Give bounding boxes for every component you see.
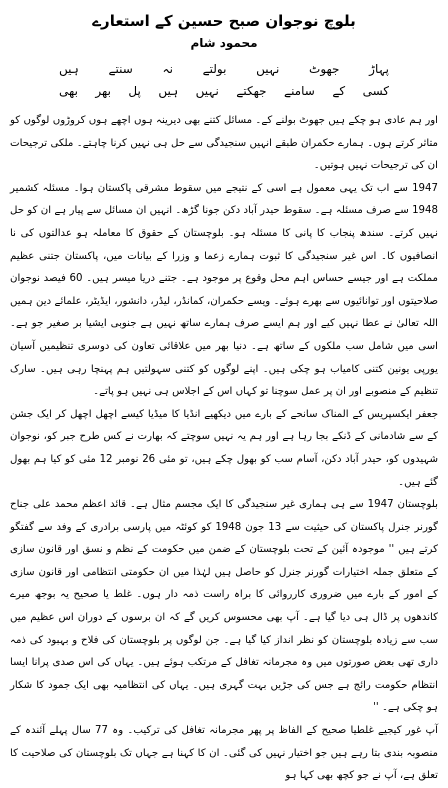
paragraph: جعفر ایکسپریس کے المناک سانحے کے بارے میں دیکھیے انڈیا کا میڈیا کیسے اچھل اچھل کر ایک جشن کے سے شادمانی کے ڈنکے بجا رہا ہے اور ہم یہ نہیں سوچتے کہ بھارت نے کس طرح جبر کو، نوجوان شہیدوں کو، حیدر آباد دکن، آسام سب کو بھول چکے ہیں، تو مئی 26 نومبر 12 مئی کو کیا ہم بھول گئے ہیں۔ — [10, 408, 438, 488]
paragraph: آپ غور کیجیے غلطیا صحیح کے الفاظ پر پھر مجرمانہ تغافل کی ترکیب۔ وہ 77 سال پہلے آئندہ کے منصوبہ بندی بتا رہے ہیں جو اختیار نہیں کی گئی۔ ان کا کہنا ہے جہاں تک بلوچستان کی صلاحیت کا تعلق ہے، آپ نے جو کچھ بھی کہا ہو — [10, 725, 438, 782]
paragraph: اور ہم عادی ہو چکے ہیں جھوٹ بولنے کے۔ مسائل کتنے بھی دیرینہ ہوں اچھے ہوں کروڑوں لوگوں کو متاثر کرتے ہوں۔ ہمارے حکمران طبقے انہیں سنجیدگی سے حل ہی نہیں کرنا چاہتے۔ ملکی ترجیحات ان کی ترجیحات نہیں ہوتیں۔ — [10, 115, 438, 172]
poem-word: جھوٹ — [309, 62, 340, 76]
paragraph: بلوچستان 1947 سے ہی ہماری غیر سنجیدگی کا ایک مجسم مثال ہے۔ قائد اعظم محمد علی جناح گورنر جنرل پاکستان کی حیثیت سے 13 جون 1948 کو کوئٹہ میں پارسی برادری کے وفد سے گفتگو کرتے ہیں '' موجودہ آئین کے تحت بلوچستان کے ضمن میں حکومت کے نظم و نسق اور قانون سازی کے متعلق جملہ اختیارات گورنر جنرل کو حاصل ہیں لہٰذا میں ان حکومتی انتظامی اور قانون سازی کے امور کے بارے میں ضروری کارروائی کا براہ راست ذمہ دار ہوں۔ غلط یا صحیح یہ بوجھ میرے کاندھوں پر ڈال ہی دیا گیا ہے۔ آپ بھی محسوس کریں گے کہ ان برسوں کے دوران اس عظیم میں سب سے زیادہ بلوچستان کو نظر انداز کیا گیا ہے۔ جن لوگوں پر بلوچستان کی فلاح و بہبود کی ذمہ داری تھی بعض صورتوں میں وہ مجرمانہ تغافل کے مرتکب ہوئے ہیں۔ یہاں کی اس صدی پرانا ایسا انتظام حکومت رائج ہے جس کی جڑیں بہت گہری ہیں۔ یہاں کی انتظامیہ بھی ایک جمود کا شکار ہو چکی ہے۔ '' — [10, 499, 438, 714]
poem-word: نہیں — [195, 84, 219, 98]
poem-word: سامنے — [284, 84, 315, 98]
paragraph: 1947 سے اب تک یہی معمول ہے اسی کے نتیجے میں سقوط مشرقی پاکستان ہوا۔ مسئلہ کشمیر 1948 سے صرف مسئلہ ہے۔ سقوط حیدر آباد دکن جونا گڑھ۔ انہیں ان مسائل سے پیار ہے ان کو حل نہیں کرتے۔ سندھ پنجاب کا پانی کا مسئلہ ہو۔ بلوچستان کے حقوق کا معاملہ ہو عدالتوں کی نا انصافیوں کا۔ اس غیر سنجیدگی کا ثبوت ہمارے زعما و وزرا کے بیانات میں، پاکستان جتنی عظیم مملکت ہے اور جیسے حساس اہم محل وقوع پر موجود ہے۔ جتنے دریا میسر ہیں۔ 60 فیصد نوجوان صلاحیتوں اور توانائیوں سے بھرے ہوئے۔ ویسے حکمران، کمانڈر، لیڈر، دانشور، ایڈیٹر، علمائے دین ہمیں اللہ تعالیٰ نے عطا نہیں کیے اور ہم ایسے صرف ہمارے ساتھ نہیں ہے جنوبی ایشیا بر صغیر جو ہے۔ اسی میں شامل سب ملکوں کے ساتھ ہے۔ دنیا بھر میں علاقائی تعاون کی دوسری تنظیمیں آسیان یورپی یونین کتنی کامیاب ہو چکی ہیں۔ اپنے لوگوں کو کتنی سہولتیں ہم پہنچا رہی ہیں۔ سارک تنظیم کے منصوبے اور ان پر عمل سوچنا تو کہاں اس کے اجلاس ہی نہیں ہو پاتے۔ — [10, 182, 438, 398]
poem-word: ہیں — [59, 62, 79, 76]
poem-word: پہاڑ — [369, 62, 389, 76]
poem-word: نہیں — [256, 62, 280, 76]
poem-word: ہیں — [158, 84, 179, 98]
poem-line-2 — [59, 80, 389, 102]
author-name: محمود شام — [190, 36, 258, 50]
poem-word: نہ — [162, 62, 173, 76]
poem-word: کے — [332, 84, 346, 98]
poem-word: کسی — [362, 84, 389, 98]
poem-line-1 — [59, 58, 389, 80]
poem-word: بولتے — [202, 62, 227, 76]
poem-word: سنتے — [108, 62, 133, 76]
poem — [59, 58, 389, 102]
poem-word: جھکتے — [236, 84, 267, 98]
poem-word: بھر — [95, 84, 111, 98]
article-title: بلوچ نوجوان صبح حسین کے استعارے — [92, 12, 356, 30]
poem-word: پل — [128, 84, 141, 98]
poem-word: بھی — [59, 84, 78, 98]
